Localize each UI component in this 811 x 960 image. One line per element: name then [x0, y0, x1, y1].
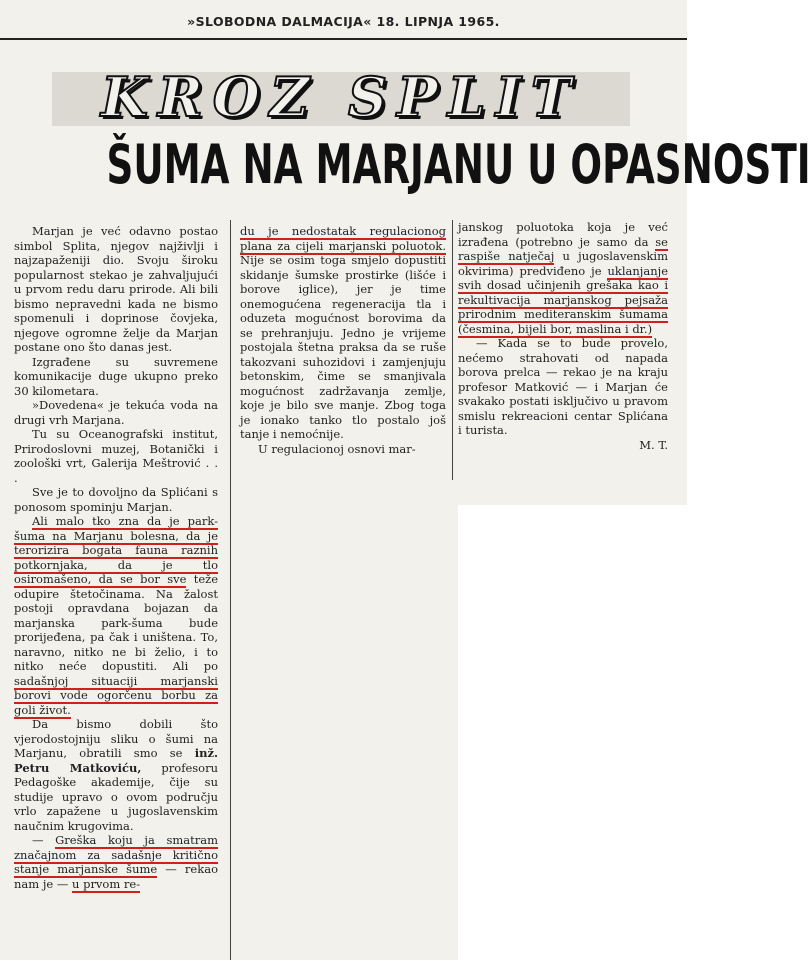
paragraph: Marjan je već odavno postao simbol Splita, njegov najživlji i najzapaženiji dio. Svoju široku popularnost stekao je zahvaljujući u prvom redu daru prirode. Ali bili bismo nepravedni kada ne bismo spomenuli i doprinose čovjeka, njegove ogromne želje da Marjan postane ono što danas jest. [14, 224, 218, 354]
underlined-text: sadašnjoj situaciji marjanski borovi vode ogorčenu borbu za goli život. [14, 673, 218, 717]
paragraph: U regulacionoj osnovi mar- [258, 441, 416, 456]
paragraph-text: u jugoslavenskim okvirima) predviđeno je [458, 249, 668, 278]
paragraph: — Kada se to bude provelo, nećemo strahovati od napada borova prelca — rekao je na kraju profesor Matković — i Marjan će svakako postati isključivo u pravom smislu rekreacioni centar Splićana i turista. [458, 336, 668, 437]
article-column-2 [240, 224, 446, 456]
article-column-3 [458, 220, 668, 452]
paragraph-text: — [32, 833, 56, 847]
paragraph-text: teže odupire štetočinama. Na žalost postoji opravdana bojazan da marjanska park-šuma bude prorijeđena, pa čak i uništena. To, naravno, nitko ne bi želio, i to nitko neće dopustiti. Ali po [14, 572, 218, 673]
underlined-text: du je nedostatak regulacionog plana za cijeli marjanski poluotok. [240, 224, 446, 253]
underlined-text: se raspiše natječaj [458, 234, 668, 263]
underlined-text: Greška koju ja smatram značajnom za sadašnje kritično stanje marjanske šume [14, 833, 219, 876]
dateline: »SLOBODNA DALMACIJA« 18. LIPNJA 1965. [187, 14, 500, 29]
blank-area [458, 505, 687, 960]
top-rule [0, 38, 687, 40]
underlined-text: uklanjanje svih dosad učinjenih grešaka kao i rekultivacija marjanskog pejsaža prirodnim mediteranskim šumama (česmina, bijeli bor, maslina i dr.) [458, 263, 668, 336]
paragraph [458, 220, 668, 336]
column-divider [452, 220, 453, 480]
section-kicker: KROZ SPLIT [100, 65, 582, 129]
bold-name: inž. Petru Matkoviću, [14, 746, 218, 775]
paragraph-text: — rekao nam je — [14, 862, 218, 891]
paragraph: Izgrađene su suvremene komunikacije duge ukupno preko 30 kilometara. [14, 354, 218, 398]
paragraph [240, 224, 446, 442]
author-signature: M. T. [639, 437, 668, 452]
paragraph-text: Nije se osim toga smjelo dopustiti skidanje šumske prostirke (lišće i borove iglice), jer je time onemogućena regeneracija tla i oduzeta mogućnost borovima da se prehranjuju. Jedno je vrijeme postojala štetna praksa da se ruše takozvani suhozidovi i zamjenjuju betonskim, čime se smanjivala mogućnost zadržavanja zemlje, koje je bilo sve manje. Zbog toga je ionako tanko tlo postalo još tanje i nemoćnije. [240, 253, 446, 441]
paragraph: Sve je to dovoljno da Splićani s ponosom spominju Marjan. [14, 485, 218, 514]
column-divider [230, 220, 231, 960]
paragraph-text: profesoru Pedagoške akademije, čije su studije upravo o ovom području vrlo zapažene u jugoslavenskim naučnim krugovima. [14, 760, 218, 833]
paragraph [14, 717, 218, 833]
paragraph-text: janskog poluotoka koja je već izrađena (potrebno je samo da [458, 220, 668, 249]
paragraph: »Dovedena« je tekuća voda na drugi vrh Marjana. [14, 398, 218, 427]
headline: ŠUMA NA MARJANU U OPASNOSTI [106, 133, 811, 196]
paragraph: Tu su Oceanografski institut, Prirodoslovni muzej, Botanički i zoološki vrt, Galerija Meštrović . . . [14, 427, 218, 485]
paragraph [14, 514, 218, 717]
article-column-1 [14, 224, 218, 891]
underlined-text: Ali malo tko zna da je park-šuma na Marjanu bolesna, da je terorizira bogata fauna raznih potkornjaka, da je tlo osiromašeno, da se bor sve [14, 514, 218, 586]
paragraph [14, 833, 218, 891]
paragraph-text: Da bismo dobili što vjerodostojniju sliku o šumi na Marjanu, obratili smo se [14, 717, 218, 760]
underlined-text: u prvom re- [72, 876, 141, 891]
